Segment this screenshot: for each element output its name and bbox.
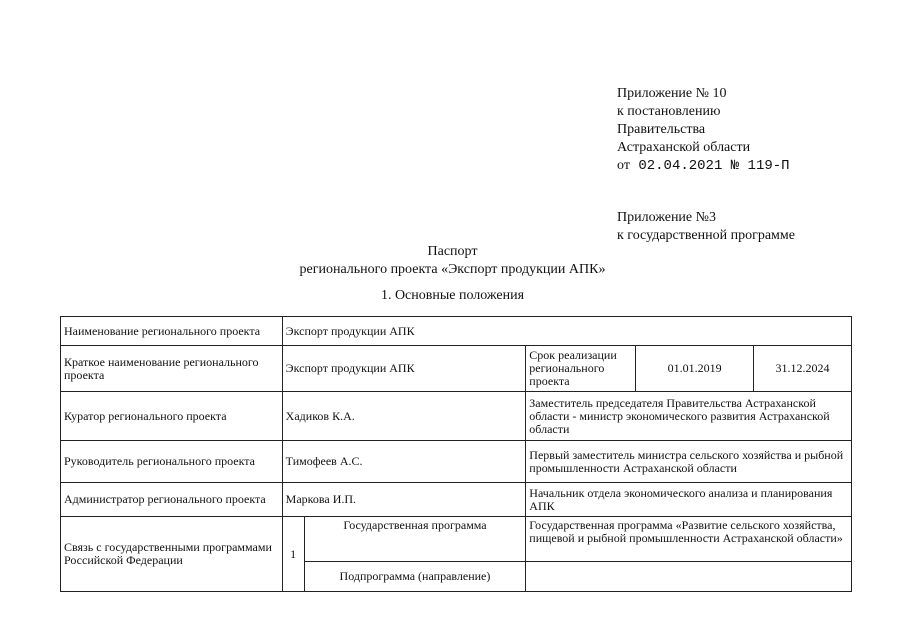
head-position: Первый заместитель министра сельского хозяйства и рыбной промышленности Астраханской области xyxy=(526,441,852,483)
period-start: 01.01.2019 xyxy=(636,346,754,392)
appendix-10-block xyxy=(617,85,790,175)
program-label: Государственная программа xyxy=(304,517,526,562)
period-label: Срок реализации регионального проекта xyxy=(526,346,636,392)
appendix-3-line1: Приложение №3 xyxy=(617,210,716,225)
passport-title xyxy=(0,243,905,279)
curator-position: Заместитель председателя Правительства Астраханской области - министр экономического развития Астраханской области xyxy=(526,392,852,441)
row-label: Связь с государственными программами Российской Федерации xyxy=(61,517,283,592)
decree-number: 02.04.2021 № 119-П xyxy=(638,158,790,174)
decree-prefix: от xyxy=(617,158,630,173)
row-value: Экспорт продукции АПК xyxy=(282,317,851,346)
row-label: Краткое наименование регионального проекта xyxy=(61,346,283,392)
admin-position: Начальник отдела экономического анализа и планирования АПК xyxy=(526,483,852,517)
appendix-10-line2: к постановлению xyxy=(617,104,721,119)
row-label: Наименование регионального проекта xyxy=(61,317,283,346)
row-label: Руководитель регионального проекта xyxy=(61,441,283,483)
row-label: Куратор регионального проекта xyxy=(61,392,283,441)
head-name: Тимофеев А.С. xyxy=(282,441,526,483)
title-line1: Паспорт xyxy=(427,244,478,259)
table-row xyxy=(61,483,852,517)
row-label: Администратор регионального проекта xyxy=(61,483,283,517)
appendix-10-line1: Приложение № 10 xyxy=(617,86,727,101)
curator-name: Хадиков К.А. xyxy=(282,392,526,441)
section-heading: 1. Основные положения xyxy=(380,288,525,303)
subprogram-label: Подпрограмма (направление) xyxy=(304,562,526,592)
appendix-10-line4: Астраханской области xyxy=(617,140,751,155)
period-end: 31.12.2024 xyxy=(754,346,852,392)
table-row xyxy=(61,392,852,441)
program-value: Государственная программа «Развитие сельского хозяйства, пищевой и рыбной промышленности Астраханской области» xyxy=(526,517,852,562)
decree-line xyxy=(617,157,790,175)
passport-table xyxy=(60,316,852,592)
table-row xyxy=(61,317,852,346)
table-row xyxy=(61,441,852,483)
appendix-3-block xyxy=(617,209,795,245)
appendix-3-line2: к государственной программе xyxy=(617,228,795,243)
title-line2: регионального проекта «Экспорт продукции АПК» xyxy=(299,262,606,277)
subprogram-value xyxy=(526,562,852,592)
table-row xyxy=(61,517,852,562)
program-number: 1 xyxy=(282,517,304,592)
table-row xyxy=(61,346,852,392)
appendix-10-line3: Правительства xyxy=(617,122,706,137)
row-value: Экспорт продукции АПК xyxy=(282,346,526,392)
admin-name: Маркова И.П. xyxy=(282,483,526,517)
